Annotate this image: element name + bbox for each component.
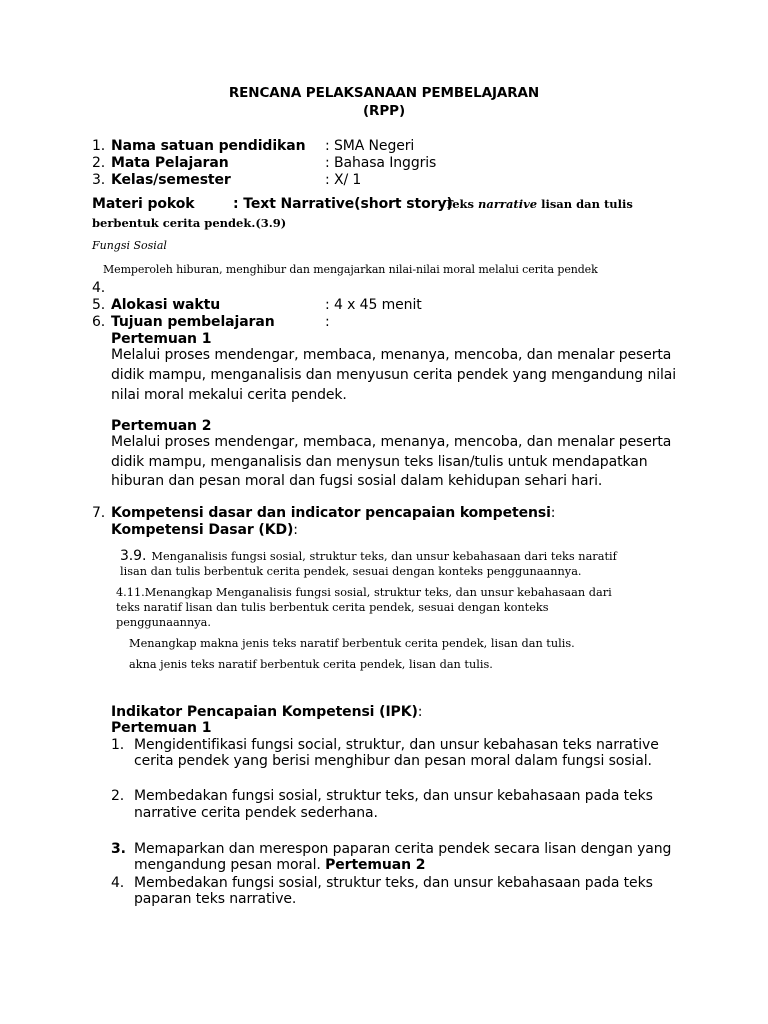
tujuan-pertemuan-1-text: didik mampu, menganalisis dan menyusun cerita pendek yang mengandung nilai — [111, 367, 677, 383]
kd-3-9-text: Menganalisis fungsi sosial, struktur teks, dan unsur kebahasaan dari teks naratif — [151, 550, 617, 563]
ipk-item-text: Membedakan fungsi sosial, struktur teks, dan unsur kebahasaan pada teks — [134, 875, 653, 891]
ipk-item-text: Memaparkan dan merespon paparan cerita pendek secara lisan dengan yang — [134, 841, 672, 857]
ipk-pertemuan-1-heading: Pertemuan 1 — [111, 720, 212, 736]
tujuan-value: : — [325, 314, 330, 330]
kd-heading-colon: : — [293, 522, 298, 538]
kd-heading-text: Kompetensi Dasar (KD) — [111, 522, 294, 538]
ipk-item-text: narrative cerita pendek sederhana. — [134, 805, 378, 821]
item-4-number: 4. — [92, 280, 106, 296]
kd-menangkap-text: Menangkap makna jenis teks naratif berbentuk cerita pendek, lisan dan tulis. — [129, 637, 575, 650]
ipk-item-text: Membedakan fungsi sosial, struktur teks, dan unsur kebahasaan pada teks — [134, 788, 653, 804]
kd-4-11-line1: 4.11.Menangkap Menganalisis fungsi sosial, struktur teks, dan unsur kebahasaan dari — [116, 586, 612, 599]
alokasi-label: Alokasi waktu — [111, 297, 221, 313]
kompetensi-number: 7. — [92, 505, 106, 521]
materi-desc-pre: Teks — [445, 197, 474, 211]
tujuan-pertemuan-2-heading: Pertemuan 2 — [111, 418, 212, 434]
materi-description-line2: berbentuk cerita pendek.(3.9) — [92, 216, 287, 230]
kompetensi-heading — [111, 505, 555, 521]
ipk-item-number: 2. — [111, 788, 125, 804]
fungsi-sosial-text: Memperoleh hiburan, menghibur dan mengajarkan nilai-nilai moral melalui cerita pendek — [103, 263, 598, 276]
field-value: : SMA Negeri — [325, 138, 415, 154]
fungsi-sosial-heading: Fungsi Sosial — [92, 239, 167, 252]
materi-desc-post: lisan dan tulis — [541, 197, 633, 211]
kd-4-11-line3: penggunaannya. — [116, 616, 211, 629]
field-label: Nama satuan pendidikan — [111, 138, 306, 154]
ipk-heading — [111, 704, 422, 720]
ipk-item-text: Mengidentifikasi fungsi social, struktur, dan unsur kebahasan teks narrative — [134, 737, 659, 753]
field-value: : Bahasa Inggris — [325, 155, 437, 171]
materi-description — [445, 198, 633, 211]
tujuan-number: 6. — [92, 314, 106, 330]
tujuan-pertemuan-2-text: didik mampu, menganalisis dan menysun teks lisan/tulis untuk mendapatkan — [111, 454, 648, 470]
tujuan-pertemuan-1-text: nilai moral mekalui cerita pendek. — [111, 387, 347, 403]
ipk-item-number: 3. — [111, 841, 126, 857]
ipk-item-number: 4. — [111, 875, 125, 891]
ipk-item-text: cerita pendek yang berisi menghibur dan pesan moral dalam fungsi sosial. — [134, 753, 652, 769]
alokasi-value: : 4 x 45 menit — [325, 297, 422, 313]
kd-3-9-text-line2: lisan dan tulis berbentuk cerita pendek, sesuai dengan konteks penggunaannya. — [120, 565, 582, 578]
ipk-item-text: paparan teks narrative. — [134, 891, 297, 907]
ipk-heading-text: Indikator Pencapaian Kompetensi (IPK) — [111, 704, 418, 720]
field-number: 1. — [92, 138, 106, 154]
materi-value: : Text Narrative(short story) — [233, 196, 453, 212]
tujuan-pertemuan-2-text: hiburan dan pesan moral dan fugsi sosial dalam kehidupan sehari hari. — [111, 473, 603, 489]
kompetensi-heading-colon: : — [550, 505, 556, 521]
field-label: Mata Pelajaran — [111, 155, 229, 171]
kd-4-11-line2: teks naratif lisan dan tulis berbentuk cerita pendek, sesuai dengan konteks — [116, 601, 549, 614]
materi-desc-italic: narrative — [478, 197, 538, 211]
document-subtitle: (RPP) — [362, 103, 406, 119]
tujuan-pertemuan-2-text: Melalui proses mendengar, membaca, menanya, mencoba, dan menalar peserta — [111, 434, 672, 450]
document-title: RENCANA PELAKSANAAN PEMBELAJARAN — [228, 85, 540, 101]
tujuan-label: Tujuan pembelajaran — [111, 314, 275, 330]
ipk-heading-colon: : — [417, 704, 423, 720]
kd-akna-text: akna jenis teks naratif berbentuk cerita pendek, lisan dan tulis. — [129, 658, 493, 671]
field-label: Kelas/semester — [111, 172, 231, 188]
field-number: 2. — [92, 155, 106, 171]
ipk-item-3-line2: mengandung pesan moral. — [134, 857, 321, 873]
tujuan-pertemuan-1-heading: Pertemuan 1 — [111, 331, 212, 347]
ipk-pertemuan-2-heading: Pertemuan 2 — [325, 857, 426, 873]
kd-heading — [111, 522, 298, 538]
kd-3-9 — [120, 546, 617, 564]
field-value: : X/ 1 — [325, 172, 362, 188]
materi-label: Materi pokok — [92, 196, 195, 212]
kompetensi-heading-text: Kompetensi dasar dan indicator pencapaian kompetensi — [111, 505, 551, 521]
ipk-item-text — [134, 857, 425, 873]
field-number: 3. — [92, 172, 106, 188]
ipk-item-number: 1. — [111, 737, 125, 753]
tujuan-pertemuan-1-text: Melalui proses mendengar, membaca, menanya, mencoba, dan menalar peserta — [111, 347, 672, 363]
kd-3-9-number: 3.9. — [120, 548, 147, 564]
alokasi-number: 5. — [92, 297, 106, 313]
